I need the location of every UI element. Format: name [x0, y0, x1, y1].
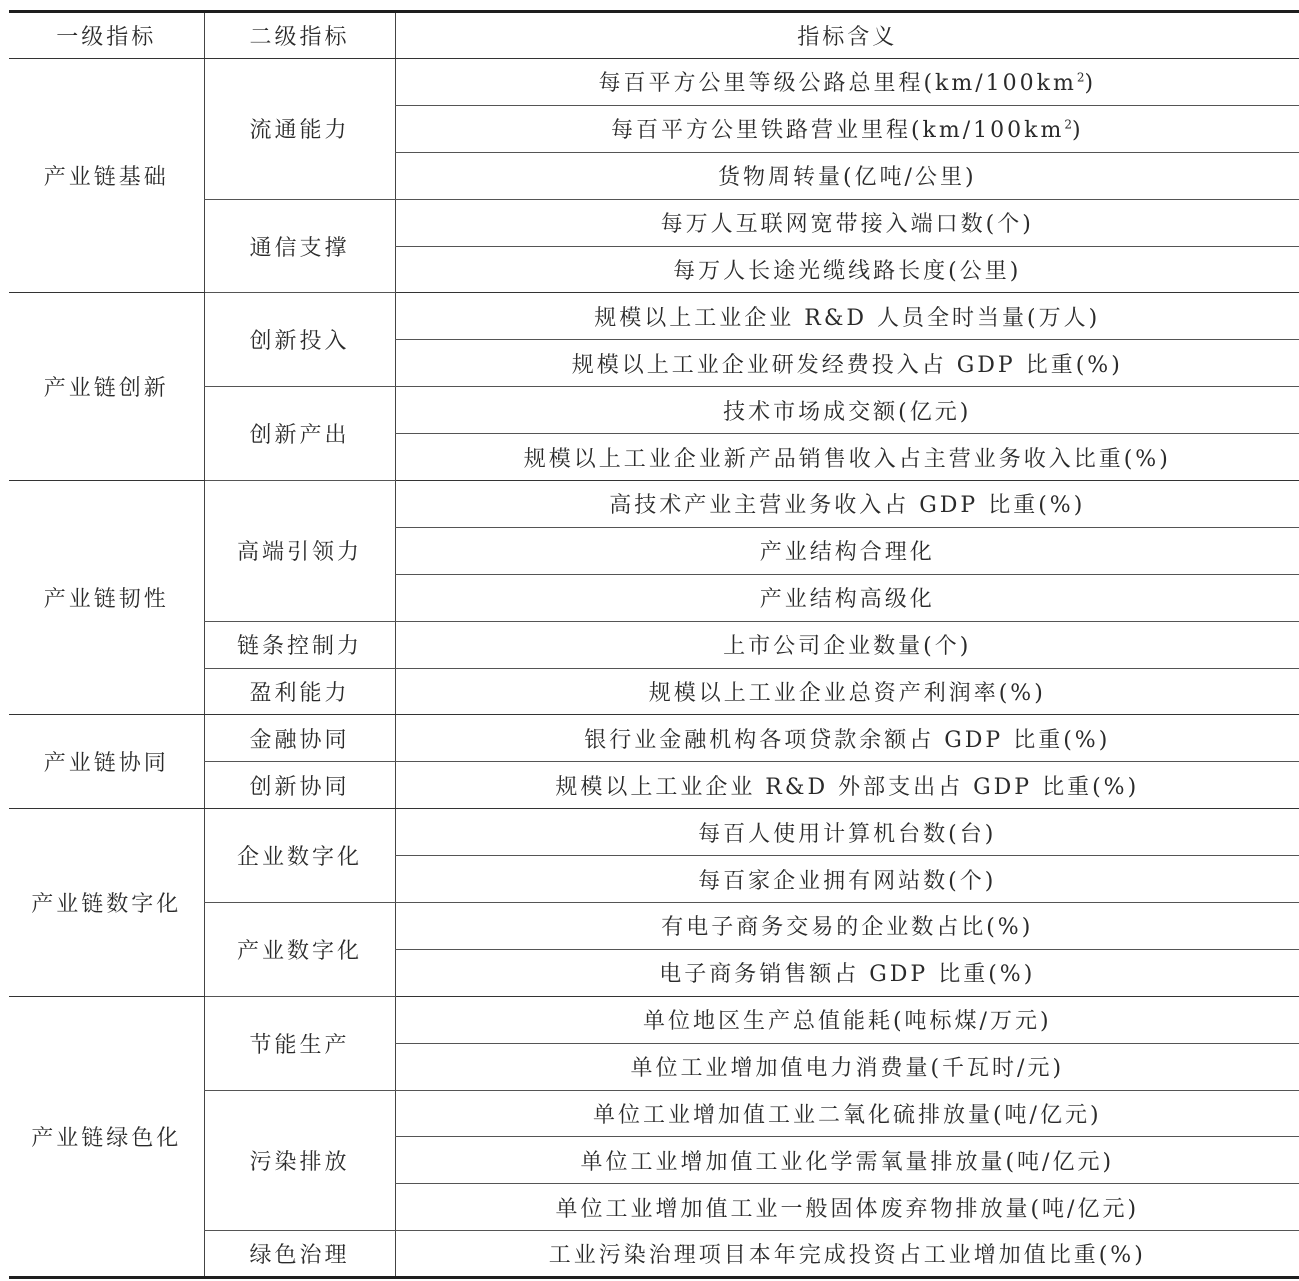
indicator-meaning: 单位工业增加值电力消费量(千瓦时/元): [395, 1043, 1299, 1090]
indicator-meaning: 单位工业增加值工业化学需氧量排放量(吨/亿元): [395, 1137, 1299, 1184]
header-level1: 一级指标: [9, 12, 204, 59]
table-header: [9, 12, 1299, 59]
level1-indicator: 产业链基础: [9, 59, 204, 293]
level1-indicator: 产业链协同: [9, 715, 204, 809]
header-level2: 二级指标: [204, 12, 395, 59]
table-row: [9, 809, 1299, 856]
indicator-meaning: 规模以上工业企业总资产利润率(%): [395, 668, 1299, 715]
indicator-meaning: 每百家企业拥有网站数(个): [395, 856, 1299, 903]
level2-indicator: 节能生产: [204, 996, 395, 1090]
indicator-meaning: 规模以上工业企业研发经费投入占 GDP 比重(%): [395, 340, 1299, 387]
level2-indicator: 高端引领力: [204, 481, 395, 622]
level2-indicator: 创新产出: [204, 387, 395, 481]
header-meaning: 指标含义: [395, 12, 1299, 59]
level2-indicator: 污染排放: [204, 1090, 395, 1231]
table-row: [9, 996, 1299, 1043]
indicator-meaning: 每百人使用计算机台数(台): [395, 809, 1299, 856]
level1-indicator: 产业链创新: [9, 293, 204, 481]
header-row: [9, 12, 1299, 59]
level2-indicator: 金融协同: [204, 715, 395, 762]
indicator-meaning: 单位工业增加值工业二氧化硫排放量(吨/亿元): [395, 1090, 1299, 1137]
superscript-two: 2: [1064, 118, 1072, 132]
indicator-meaning: 上市公司企业数量(个): [395, 621, 1299, 668]
table-row: [9, 59, 1299, 106]
indicator-meaning: 每万人长途光缆线路长度(公里): [395, 246, 1299, 293]
level2-indicator: 盈利能力: [204, 668, 395, 715]
indicator-meaning: 高技术产业主营业务收入占 GDP 比重(%): [395, 481, 1299, 528]
table-row: [9, 293, 1299, 340]
indicator-meaning: 货物周转量(亿吨/公里): [395, 152, 1299, 199]
level2-indicator: 绿色治理: [204, 1231, 395, 1278]
indicator-meaning: 有电子商务交易的企业数占比(%): [395, 903, 1299, 950]
table-row: [9, 481, 1299, 528]
level2-indicator: 产业数字化: [204, 903, 395, 997]
level2-indicator: 通信支撑: [204, 199, 395, 293]
indicator-meaning: 单位工业增加值工业一般固体废弃物排放量(吨/亿元): [395, 1184, 1299, 1231]
indicator-meaning: 单位地区生产总值能耗(吨标煤/万元): [395, 996, 1299, 1043]
indicator-meaning: 工业污染治理项目本年完成投资占工业增加值比重(%): [395, 1231, 1299, 1278]
table-row: [9, 715, 1299, 762]
indicator-meaning: 规模以上工业企业 R&D 人员全时当量(万人): [395, 293, 1299, 340]
indicator-meaning: 产业结构合理化: [395, 527, 1299, 574]
indicator-meaning: 电子商务销售额占 GDP 比重(%): [395, 949, 1299, 996]
level2-indicator: 企业数字化: [204, 809, 395, 903]
superscript-two: 2: [1076, 71, 1085, 86]
indicator-meaning: 规模以上工业企业新产品销售收入占主营业务收入比重(%): [395, 434, 1299, 481]
table-body: [9, 59, 1299, 1278]
indicator-meaning: 每万人互联网宽带接入端口数(个): [395, 199, 1299, 246]
level1-indicator: 产业链韧性: [9, 481, 204, 715]
level1-indicator: 产业链绿色化: [31, 1125, 182, 1151]
level1-indicator: 产业链数字化: [9, 809, 204, 997]
indicator-table-container: [9, 10, 1299, 1279]
indicator-meaning: 每百平方公里铁路营业里程$(km/100km^2)$: [395, 105, 1299, 152]
level2-indicator: 创新投入: [204, 293, 395, 387]
indicator-meaning: 规模以上工业企业 R&D 外部支出占 GDP 比重(%): [395, 762, 1299, 809]
indicator-table: [9, 10, 1299, 1279]
indicator-meaning: 每百平方公里等级公路总里程$(km/100km^2)$: [395, 59, 1299, 106]
level2-indicator: 创新协同: [204, 762, 395, 809]
level2-indicator: 链条控制力: [204, 621, 395, 668]
level2-indicator: 流通能力: [204, 59, 395, 200]
indicator-meaning: 产业结构高级化: [395, 574, 1299, 621]
indicator-meaning: 银行业金融机构各项贷款余额占 GDP 比重(%): [395, 715, 1299, 762]
indicator-meaning: 技术市场成交额(亿元): [395, 387, 1299, 434]
